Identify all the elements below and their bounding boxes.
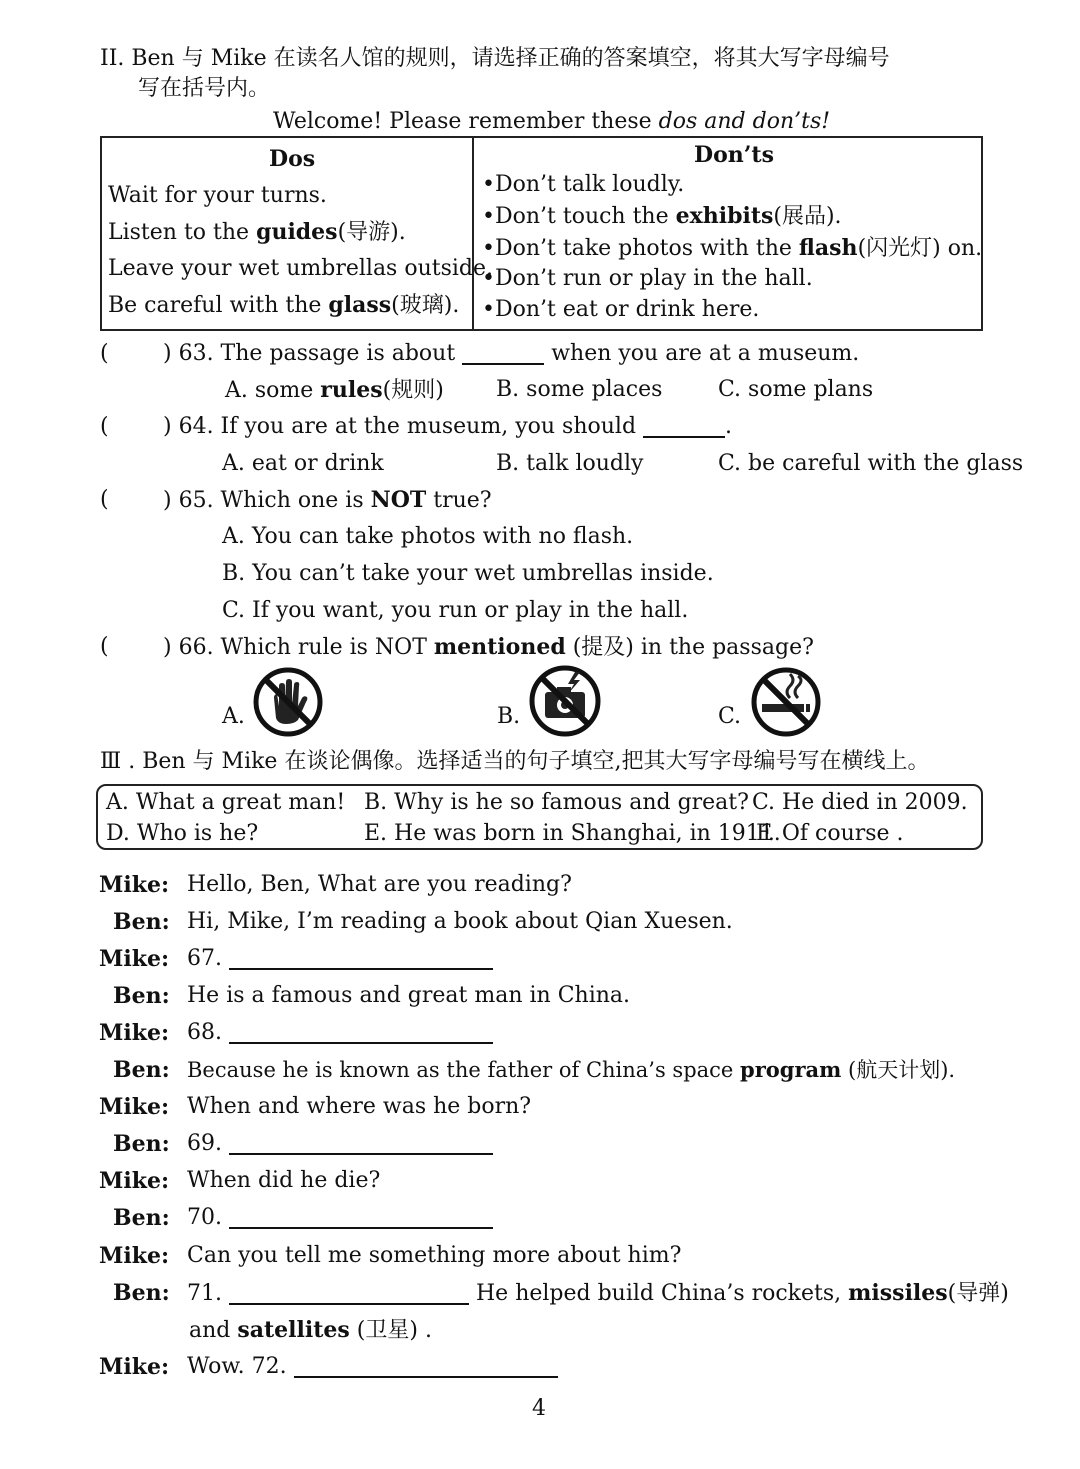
answer-paren-64[interactable]: (	[100, 414, 109, 439]
dialogue-line: He is a famous and great man in China.	[187, 983, 631, 1008]
no-flash-camera-icon	[528, 664, 602, 738]
blank-69[interactable]	[229, 1133, 493, 1155]
welcome-prefix: Welcome! Please remember these	[273, 109, 659, 134]
option-box-e: E. He was born in Shanghai, in 1911.	[364, 821, 781, 846]
option-66-c-label: C.	[718, 704, 742, 729]
blank-64[interactable]	[643, 416, 725, 438]
donts-header: Don’ts	[694, 142, 774, 168]
blank-70[interactable]	[229, 1207, 493, 1229]
option-64-b: B. talk loudly	[496, 451, 644, 476]
speaker-label: Ben:	[113, 1131, 170, 1157]
answer-paren-63[interactable]: (	[100, 341, 109, 366]
dos-item: Be careful with the glass(玻璃).	[108, 292, 460, 318]
option-65-c: C. If you want, you run or play in the hall.	[222, 598, 689, 623]
no-touching-icon	[252, 666, 324, 738]
dialogue-line: Hello, Ben, What are you reading?	[187, 872, 572, 897]
question-66: ) 66. Which rule is NOT mentioned (提及) in the passage?	[163, 634, 814, 660]
option-63-b: B. some places	[496, 377, 663, 402]
donts-item: •Don’t eat or drink here.	[482, 297, 760, 322]
answer-paren-66[interactable]: (	[100, 634, 109, 659]
rules-table	[100, 136, 983, 331]
speaker-label: Ben:	[113, 909, 170, 935]
option-box-c: C. He died in 2009.	[752, 790, 968, 815]
dialogue-line: Can you tell me something more about him?	[187, 1243, 682, 1268]
dialogue-line: 71. He helped build China’s rockets, missiles(导弹)	[187, 1280, 1009, 1306]
option-63-a: A. some rules(规则)	[225, 377, 444, 403]
speaker-label: Ben:	[113, 1057, 170, 1083]
donts-item: •Don’t talk loudly.	[482, 172, 685, 197]
section-2-heading-line2: 写在括号内。	[138, 76, 271, 101]
speaker-label: Mike:	[99, 1243, 170, 1269]
option-box-f: F. Of course .	[756, 821, 904, 846]
donts-item: •Don’t touch the exhibits(展品).	[482, 203, 842, 229]
dos-header: Dos	[269, 146, 316, 172]
dos-cell	[101, 137, 494, 330]
option-63-c: C. some plans	[718, 377, 874, 402]
donts-cell	[473, 137, 982, 330]
option-65-a: A. You can take photos with no flash.	[222, 524, 634, 549]
speaker-label: Ben:	[113, 1280, 170, 1306]
blank-67[interactable]	[229, 948, 493, 970]
dialogue-line: 68.	[187, 1022, 493, 1044]
dialogue-line: Because he is known as the father of China’s space program (航天计划).	[187, 1057, 956, 1082]
option-box-a: A. What a great man!	[106, 790, 346, 815]
dialogue-line: 67.	[187, 948, 493, 970]
blank-68[interactable]	[229, 1022, 493, 1044]
question-65: ) 65. Which one is NOT true?	[163, 487, 492, 513]
option-64-c: C. be careful with the glass	[718, 451, 1024, 476]
option-65-b: B. You can’t take your wet umbrellas inside.	[222, 561, 714, 586]
page-number: 4	[532, 1396, 546, 1421]
speaker-label: Mike:	[99, 1168, 170, 1194]
option-66-a-label: A.	[222, 704, 245, 729]
dos-item: Listen to the guides(导游).	[108, 219, 406, 245]
section-3-heading: Ⅲ . Ben 与 Mike 在谈论偶像。选择适当的句子填空,把其大写字母编号写在横线上。	[100, 749, 930, 774]
speaker-label: Mike:	[99, 946, 170, 972]
dialogue-line: 69.	[187, 1133, 493, 1155]
option-box-b: B. Why is he so famous and great?	[364, 790, 749, 815]
donts-item: •Don’t take photos with the flash(闪光灯) on.	[482, 235, 983, 261]
dos-item: Leave your wet umbrellas outside.	[108, 256, 494, 281]
speaker-label: Mike:	[99, 1094, 170, 1120]
answer-paren-65[interactable]: (	[100, 487, 109, 512]
question-63: ) 63. The passage is about when you are at a museum.	[163, 341, 860, 366]
dialogue-line: 70.	[187, 1207, 493, 1229]
blank-72[interactable]	[294, 1356, 558, 1378]
question-64: ) 64. If you are at the museum, you should .	[163, 414, 733, 439]
section-2-heading-line1: II. Ben 与 Mike 在读名人馆的规则，请选择正确的答案填空，将其大写字母编号	[100, 46, 890, 71]
speaker-label: Mike:	[99, 1354, 170, 1380]
option-box-d: D. Who is he?	[106, 821, 259, 846]
no-smoking-icon	[750, 666, 822, 738]
dialogue-line: Hi, Mike, I’m reading a book about Qian Xuesen.	[187, 909, 733, 934]
option-66-b-label: B.	[497, 704, 521, 729]
speaker-label: Ben:	[113, 983, 170, 1009]
blank-71[interactable]	[229, 1283, 469, 1305]
speaker-label: Mike:	[99, 872, 170, 898]
dialogue-line: When and where was he born?	[187, 1094, 532, 1119]
speaker-label: Ben:	[113, 1205, 170, 1231]
dialogue-line: Wow. 72.	[187, 1356, 558, 1378]
blank-63[interactable]	[462, 343, 544, 365]
dialogue-line: When did he die?	[187, 1168, 381, 1193]
welcome-italic: dos and don’ts!	[658, 109, 831, 134]
welcome-line	[273, 111, 830, 133]
donts-item: •Don’t run or play in the hall.	[482, 266, 813, 291]
dialogue-line: and satellites (卫星) .	[189, 1317, 432, 1343]
dos-item: Wait for your turns.	[108, 183, 327, 208]
speaker-label: Mike:	[99, 1020, 170, 1046]
option-64-a: A. eat or drink	[222, 451, 384, 476]
